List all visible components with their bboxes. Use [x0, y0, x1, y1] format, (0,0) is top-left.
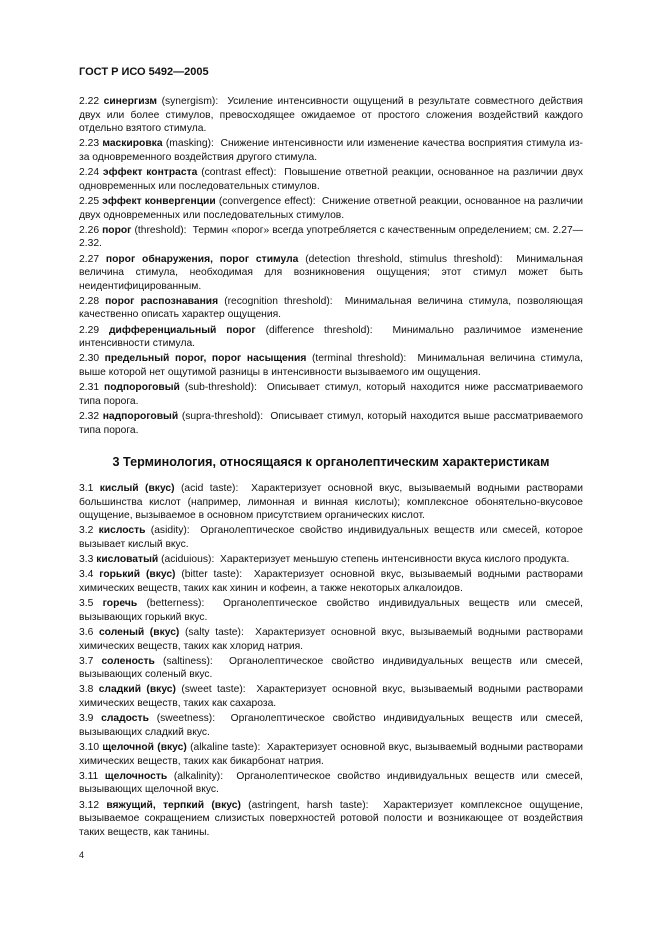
term-number: 3.10 [79, 742, 100, 754]
term-name: предельный порог, порог насыщения [104, 353, 307, 365]
term-entry [79, 770, 583, 797]
term-definition: Характеризует основной вкус, вызываемый водными растворами химических веществ, таких как бикарбонат натрия. [79, 742, 583, 767]
term-name: эффект контраста [102, 167, 198, 179]
term-definition: Характеризует меньшую степень интенсивности вкуса кислого продукта. [220, 554, 570, 566]
term-definition: Органолептическое свойство индивидуальных веществ или смесей, которое вызывает кислый вкус. [79, 525, 583, 550]
term-name: надпороговый [102, 411, 179, 422]
term-entry [79, 655, 583, 682]
term-entry [79, 137, 583, 164]
term-name: горький (вкус) [99, 569, 176, 581]
term-number: 3.11 [79, 770, 99, 782]
term-number: 3.4 [79, 569, 94, 581]
section-3-terms [79, 482, 583, 841]
term-english: (salty taste): [184, 626, 244, 638]
term-english: (supra-threshold): [181, 411, 264, 422]
term-number: 3.8 [79, 684, 94, 696]
term-english: (acid taste): [181, 483, 239, 494]
term-name: маскировка [102, 138, 163, 150]
term-name: порог обнаружения, порог стимула [105, 253, 299, 265]
term-number: 2.32 [79, 411, 100, 422]
term-english: (betterness): [146, 598, 205, 610]
term-english: (bitter taste): [181, 569, 243, 581]
term-number: 2.29 [79, 324, 100, 336]
term-english: (sub-threshold): [184, 382, 257, 394]
term-entry [79, 482, 583, 523]
term-entry [79, 195, 583, 222]
term-definition: Органолептическое свойство индивидуальных веществ или смесей, вызывающих сладкий вкус. [79, 713, 583, 738]
term-name: соленость [101, 655, 155, 667]
term-entry [79, 352, 583, 379]
term-number: 2.30 [79, 353, 100, 365]
term-definition: Снижение интенсивности или изменение качества восприятия стимула из-за одновременного воздействия другого стимула. [79, 138, 583, 163]
term-name: щелочность [104, 770, 168, 782]
term-definition: Снижение ответной реакции, основанное на различии двух одновременных или последовательных стимулов. [79, 195, 583, 221]
term-entry [79, 166, 583, 193]
term-number: 2.27 [79, 253, 100, 265]
term-definition: Органолептическое свойство индивидуальных веществ или смесей, вызывающих горький вкус. [79, 598, 583, 623]
term-name: эффект конвергенции [102, 195, 216, 207]
term-name: порог распознавания [105, 295, 219, 307]
term-number: 2.25 [79, 195, 100, 207]
term-english: (asidity): [150, 525, 190, 537]
term-name: сладкий (вкус) [98, 684, 176, 696]
term-english: (sweetness): [156, 713, 216, 725]
term-entry [79, 295, 583, 322]
term-entry [79, 253, 583, 294]
term-english: (sweet taste): [181, 684, 246, 696]
term-entry [79, 741, 583, 768]
term-name: горечь [102, 598, 138, 610]
term-definition: Минимальная величина стимула, позволяющая качественно описать характер ощущения. [79, 295, 583, 321]
term-number: 2.28 [79, 295, 100, 307]
term-number: 3.3 [79, 554, 94, 566]
term-english: (aciduious): [161, 554, 215, 566]
term-english: (convergence effect): [218, 195, 316, 207]
term-definition: Характеризует основной вкус, вызываемый водными растворами большинства кислот (например, лимонная и винная кислоты); комплексное обонятельно-вкусовое ощущение, вызываемое в основном присутствием органических кислот. [79, 483, 583, 522]
term-number: 3.2 [79, 525, 94, 537]
term-english: (alkalinity): [173, 770, 224, 782]
term-name: дифференциальный порог [109, 324, 256, 336]
term-english: (threshold): [134, 224, 187, 236]
section-3-heading: 3 Терминология, относящаяся к органолептическим характеристикам [112, 455, 550, 469]
term-definition: Характеризует основной вкус, вызываемый водными растворами химических веществ, таких как хинин и кофеин, а также некоторых алкалоидов. [79, 569, 583, 594]
term-entry [79, 597, 583, 624]
term-english: (saltiness): [162, 655, 213, 667]
term-definition: Характеризует комплексное ощущение, вызываемое сокращением слизистых поверхностей ротовой полости и возникающее от воздействия таких веществ, как танины. [79, 799, 583, 838]
term-number: 2.22 [79, 96, 100, 107]
term-name: порог [102, 224, 132, 236]
term-entry [79, 224, 583, 251]
term-number: 2.26 [79, 224, 100, 236]
term-english: (contrast effect): [201, 167, 277, 179]
term-name: кислый (вкус) [99, 483, 175, 494]
term-number: 3.12 [79, 799, 100, 811]
term-definition: Характеризует основной вкус, вызываемый водными растворами химических веществ, таких как хлорид натрия. [79, 626, 583, 652]
term-definition: Характеризует основной вкус, вызываемый водными растворами химических веществ, таких как сахароза. [79, 684, 583, 710]
term-definition: Органолептическое свойство индивидуальных веществ или смесей, вызывающих соленый вкус. [79, 655, 583, 681]
term-entry [79, 524, 583, 551]
term-definition: Органолептическое свойство индивидуальных веществ или смесей, вызывающих щелочной вкус. [79, 770, 583, 796]
term-english: (alkaline taste): [190, 742, 261, 754]
term-name: кислость [98, 525, 146, 537]
term-english: (astringent, harsh taste): [248, 799, 369, 811]
term-definition: Минимально различимое изменение интенсивности стимула. [79, 324, 583, 350]
document-header: ГОСТ Р ИСО 5492—2005 [79, 66, 209, 78]
term-entry [79, 410, 583, 437]
term-english: (masking): [165, 138, 214, 150]
term-definition: Повышение ответной реакции, основанное на различии двух одновременных или последовательных стимулов. [79, 167, 584, 192]
term-number: 2.31 [79, 382, 100, 394]
term-entry [79, 683, 583, 710]
term-number: 2.24 [79, 167, 100, 179]
term-entry [79, 626, 583, 653]
section-2-terms [79, 95, 583, 439]
term-definition: Термин «порог» всегда употребляется с качественным определением; см. 2.27—2.32. [79, 224, 583, 250]
term-number: 2.23 [79, 138, 100, 150]
term-entry [79, 712, 583, 739]
term-entry [79, 799, 583, 840]
term-entry [79, 95, 583, 136]
term-number: 3.1 [79, 483, 94, 494]
term-english: (recognition threshold): [224, 295, 333, 307]
term-number: 3.5 [79, 598, 94, 610]
term-english: (synergism): [161, 96, 219, 107]
term-english: (terminal threshold): [311, 353, 407, 365]
term-name: подпороговый [103, 382, 180, 394]
term-name: сладость [101, 713, 149, 725]
term-name: синергизм [103, 96, 157, 107]
term-english: (difference threshold): [265, 324, 373, 336]
term-name: щелочной (вкус) [102, 742, 187, 754]
term-definition: Описывает стимул, который находится ниже рассматриваемого типа порога. [79, 382, 583, 407]
term-number: 3.6 [79, 626, 94, 638]
term-entry [79, 324, 583, 351]
term-definition: Описывает стимул, который находится выше рассматриваемого типа порога. [79, 411, 583, 436]
term-entry [79, 568, 583, 595]
term-entry [79, 381, 583, 408]
term-entry [79, 553, 583, 567]
term-definition: Усиление интенсивности ощущений в результате совместного действия двух или более стимулов, превосходящее ожидаемое от простого сложения воздействий каждого отдельно взятого стимула. [79, 96, 583, 135]
term-english: (detection threshold, stimulus threshold): [305, 253, 503, 265]
term-name: вяжущий, терпкий (вкус) [106, 799, 241, 811]
page-number: 4 [79, 850, 85, 860]
term-definition: Минимальная величина стимула, необходимая для возникновения ощущения; этот стимул может быть неидентифицированным. [79, 253, 583, 292]
term-number: 3.9 [79, 713, 94, 725]
term-name: кисловатый [96, 554, 159, 566]
term-number: 3.7 [79, 655, 94, 667]
term-definition: Минимальная величина стимула, выше которой нет ощутимой разницы в интенсивности вызываемого им ощущения. [79, 353, 583, 379]
term-name: соленый (вкус) [98, 626, 180, 638]
